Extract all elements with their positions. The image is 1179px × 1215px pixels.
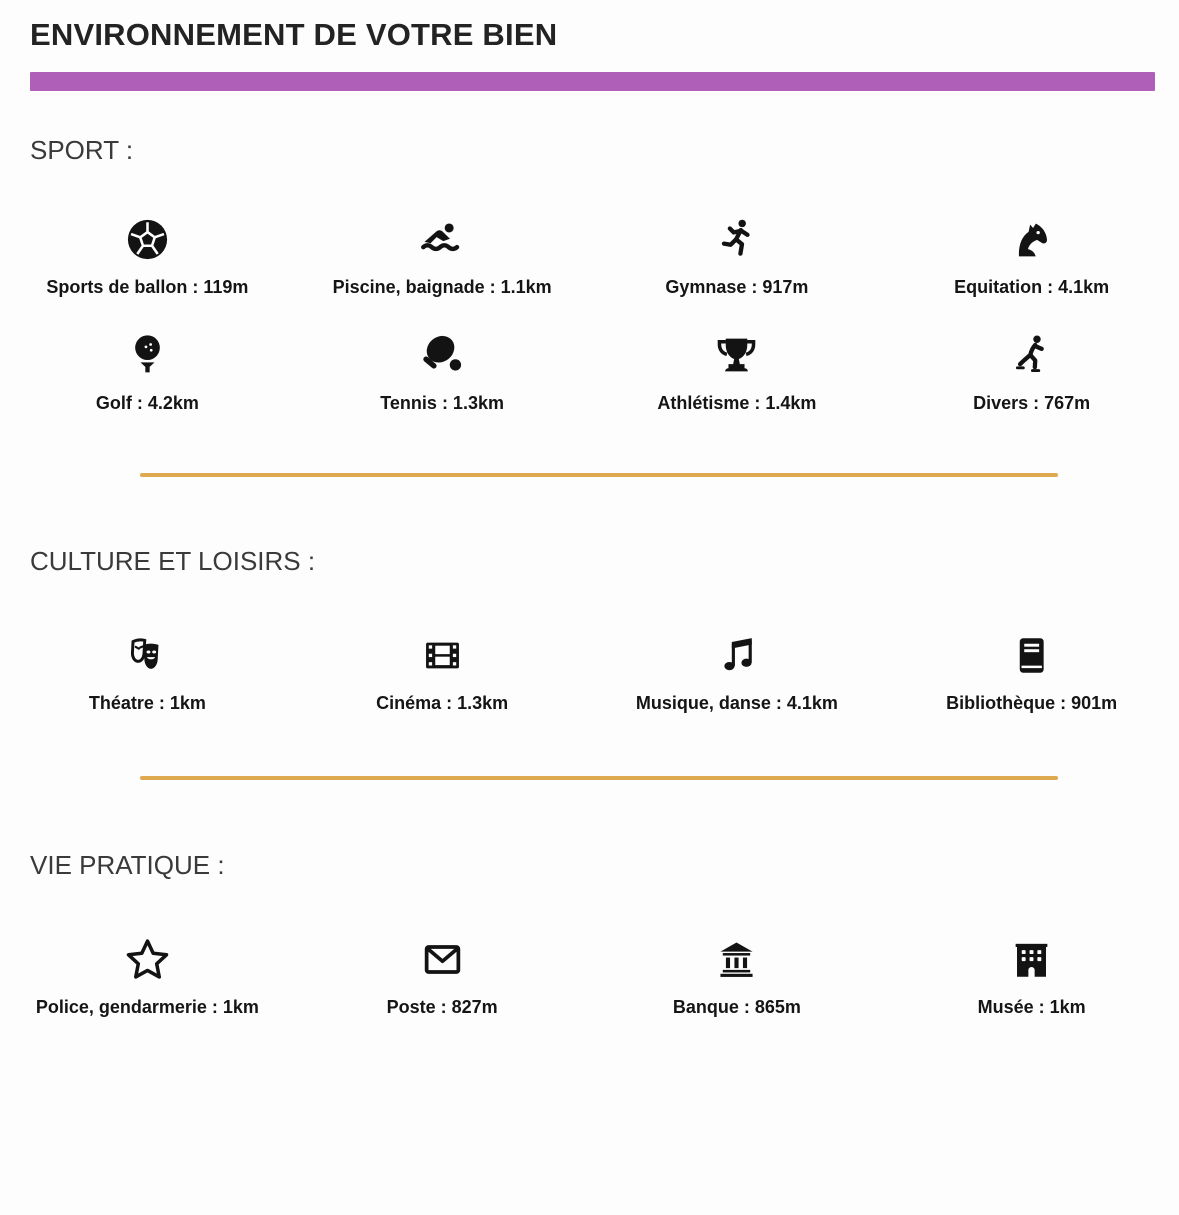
poi-item-musique	[590, 631, 885, 713]
ice-skater-icon	[884, 331, 1179, 379]
museum-icon	[884, 935, 1179, 983]
poi-label: Divers : 767m	[973, 393, 1091, 413]
golf-icon	[0, 331, 295, 379]
vie-pratique-grid	[0, 935, 1179, 1017]
poi-item-theatre	[0, 631, 295, 713]
page-title: ENVIRONNEMENT DE VOTRE BIEN	[30, 17, 558, 52]
film-icon	[295, 631, 590, 679]
poi-item-piscine	[295, 215, 590, 297]
section-divider	[140, 473, 1058, 477]
section-heading-sport: SPORT :	[30, 135, 134, 165]
poi-item-poste	[295, 935, 590, 1017]
poi-item-musee	[884, 935, 1179, 1017]
poi-item-banque	[590, 935, 885, 1017]
poi-label: Poste : 827m	[386, 997, 498, 1017]
poi-label: Equitation : 4.1km	[954, 277, 1110, 297]
section-divider	[140, 776, 1058, 780]
trophy-icon	[590, 331, 885, 379]
poi-label: Musique, danse : 4.1km	[635, 693, 838, 713]
bank-icon	[590, 935, 885, 983]
culture-grid	[0, 631, 1179, 713]
poi-item-gymnase	[590, 215, 885, 297]
table-tennis-icon	[295, 331, 590, 379]
horse-icon	[884, 215, 1179, 263]
poi-item-sports-ballon	[0, 215, 295, 297]
poi-label: Sports de ballon : 119m	[46, 277, 249, 297]
poi-label: Gymnase : 917m	[665, 277, 809, 297]
poi-item-police	[0, 935, 295, 1017]
poi-item-athletisme	[590, 331, 885, 413]
section-heading-vie-pratique: VIE PRATIQUE :	[30, 850, 225, 880]
poi-label: Cinéma : 1.3km	[376, 693, 509, 713]
envelope-icon	[295, 935, 590, 983]
poi-item-tennis	[295, 331, 590, 413]
section-heading-culture: CULTURE ET LOISIRS :	[30, 546, 316, 576]
music-note-icon	[590, 631, 885, 679]
poi-label: Banque : 865m	[672, 997, 801, 1017]
poi-item-cinema	[295, 631, 590, 713]
soccer-ball-icon	[0, 215, 295, 263]
book-icon	[884, 631, 1179, 679]
poi-item-golf	[0, 331, 295, 413]
star-icon	[0, 935, 295, 983]
poi-label: Police, gendarmerie : 1km	[35, 997, 259, 1017]
theater-masks-icon	[0, 631, 295, 679]
poi-item-bibliotheque	[884, 631, 1179, 713]
poi-label: Théatre : 1km	[88, 693, 206, 713]
poi-label: Golf : 4.2km	[95, 393, 199, 413]
poi-item-equitation	[884, 215, 1179, 297]
accent-bar	[30, 72, 1155, 91]
poi-label: Musée : 1km	[977, 997, 1086, 1017]
sport-grid	[0, 215, 1179, 413]
poi-item-divers	[884, 331, 1179, 413]
swimmer-icon	[295, 215, 590, 263]
poi-label: Piscine, baignade : 1.1km	[332, 277, 552, 297]
poi-label: Tennis : 1.3km	[380, 393, 504, 413]
runner-icon	[590, 215, 885, 263]
poi-label: Bibliothèque : 901m	[946, 693, 1118, 713]
poi-label: Athlétisme : 1.4km	[657, 393, 817, 413]
